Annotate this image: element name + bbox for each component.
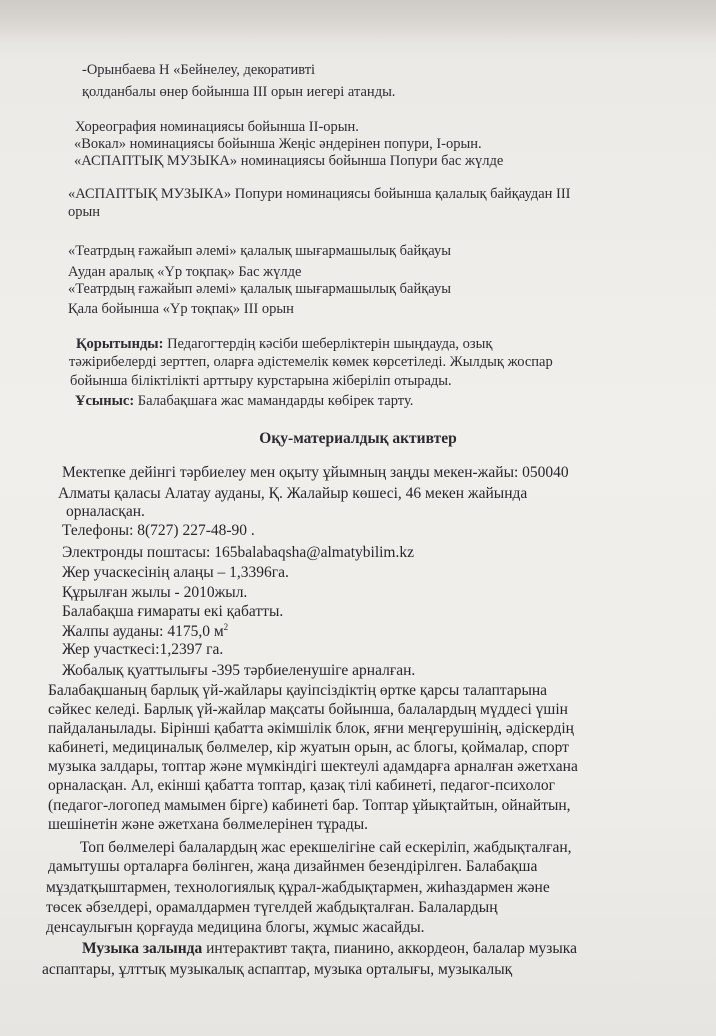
conclusion-label: Қорытынды: (76, 336, 164, 352)
paragraph-line: пайдаланылады. Бірінші қабатта әкімшілік блок, яғни меңгерушінің, әдіскердің (48, 720, 574, 737)
award-line: «Вокал» номинациясы бойынша Жеңіс әндерінен попури, I-орын. (74, 136, 482, 152)
email-line: Электронды поштасы: 165balabaqsha@almatybilim.kz (62, 544, 414, 561)
award-line: «Театрдың ғажайып әлемі» қалалық шығармашылық байқауы (68, 243, 451, 259)
award-line: Қала бойынша «Үр тоқпақ» III орын (68, 301, 294, 317)
total-area-text: Жалпы ауданы: 4175,0 м (62, 623, 224, 640)
award-line: орын (68, 204, 101, 220)
award-line: Аудан аралық «Үр тоқпақ» Бас жүлде (68, 264, 302, 280)
page-shadow (0, 0, 716, 42)
paragraph-line: кабинеті, медициналық бөлмелер, кір жуатын орын, ас блогы, қоймалар, спорт (48, 739, 569, 756)
plot-line: Жер участкесі:1,2397 га. (62, 641, 224, 658)
conclusion-text: Педагогтердің кәсіби шеберліктерін шыңдауда, озық (163, 336, 493, 352)
land-area-line: Жер учаскесінің алаңы – 1,3396га. (62, 564, 289, 581)
capacity-line: Жобалық қуаттылығы -395 тәрбиеленушіге арналған. (62, 662, 416, 679)
offer-line (75, 392, 413, 410)
paragraph-line: мұздатқыштармен, технологиялық құрал-жабдықтармен, жиһаздармен және (46, 879, 550, 896)
conclusion-line (76, 335, 492, 353)
paragraph-line: шешінетін және әжетхана бөлмелерінен тұрады. (48, 816, 369, 833)
offer-label: Ұсыныс: (75, 393, 135, 409)
music-hall-label: Музыка залында (82, 940, 203, 957)
total-area-line (62, 622, 228, 642)
address-line: орналасқан. (66, 503, 145, 520)
floors-line: Балабақша ғимараты екі қабатты. (62, 603, 284, 620)
phone-line: Телефоны: 8(727) 227-48-90 . (62, 522, 255, 539)
conclusion-line: бойынша біліктілікті арттыру курстарына жіберіліп отырады. (70, 373, 452, 389)
built-year-line: Құрылған жылы - 2010жыл. (62, 584, 248, 601)
award-line: «Театрдың ғажайып әлемі» қалалық шығармашылық байқауы (68, 281, 451, 297)
paragraph-line: (педагог-логопед мамымен бірге) кабинеті бар. Топтар ұйықтайтын, ойнайтын, (48, 797, 571, 814)
paragraph-line: Балабақшаның барлық үй-жайлары қауіпсіздіктің өртке қарсы талаптарына (48, 682, 548, 699)
music-hall-text: интерактивт тақта, пианино, аккордеон, балалар музыка (202, 940, 577, 957)
paragraph-line: аспаптары, ұлттық музыкалық аспаптар, музыка орталығы, музыкалық (42, 961, 513, 978)
area-unit-exponent: 2 (223, 621, 229, 632)
award-line: «АСПАПТЫҚ МУЗЫКА» Попури номинациясы бойынша қалалық байқаудан III (68, 186, 571, 202)
address-line: Мектепке дейінгі тәрбиелеу мен оқыту ұйымның заңды мекен-жайы: 050040 (62, 464, 569, 481)
paragraph-line: төсек әбзелдері, орамалдармен түгелдей жабдықталған. Балалардың (46, 899, 498, 916)
paragraph-line (82, 939, 577, 959)
paragraph-line: дамытушы орталарға бөлінген, жаңа дизайнмен безендірілген. Балабақша (48, 858, 538, 875)
paragraph-line: сәйкес келеді. Барлық үй-жайлар мақсаты бойынша, балалардың мүддесі үшін (48, 701, 568, 718)
paragraph-line: денсаулығын қорғауда медицина блогы, жұмыс жасайды. (46, 919, 425, 936)
award-line: Хореография номинациясы бойынша II-орын. (75, 119, 359, 135)
paragraph-line: музыка залдары, топтар және мүмкіндігі шектеулі адамдарға арналған әжетхана (48, 758, 578, 775)
award-line: қолданбалы өнер бойынша III орын иегері атанды. (82, 84, 396, 100)
offer-text: Балабақшаға жас мамандарды көбірек тарту. (134, 393, 414, 409)
paragraph-line: Топ бөлмелері балалардың жас ерекшелігіне сай ескеріліп, жабдықталған, (80, 839, 572, 856)
award-line: -Орынбаева Н «Бейнелеу, декоративті (82, 62, 316, 78)
section-title: Оқу-материалдық активтер (259, 430, 457, 447)
address-line: Алматы қаласы Алатау ауданы, Қ. Жалайыр көшесі, 46 мекен жайында (58, 485, 528, 502)
paragraph-line: орналасқан. Ал, екінші қабатта топтар, қазақ тілі кабинеті, педагог-психолог (48, 777, 555, 794)
conclusion-line: тәжірибелерді зерттеп, оларға әдістемелік көмек көрсетіледі. Жылдық жоспар (69, 354, 553, 370)
award-line: «АСПАПТЫҚ МУЗЫКА» номинациясы бойынша Попури бас жүлде (74, 153, 504, 169)
